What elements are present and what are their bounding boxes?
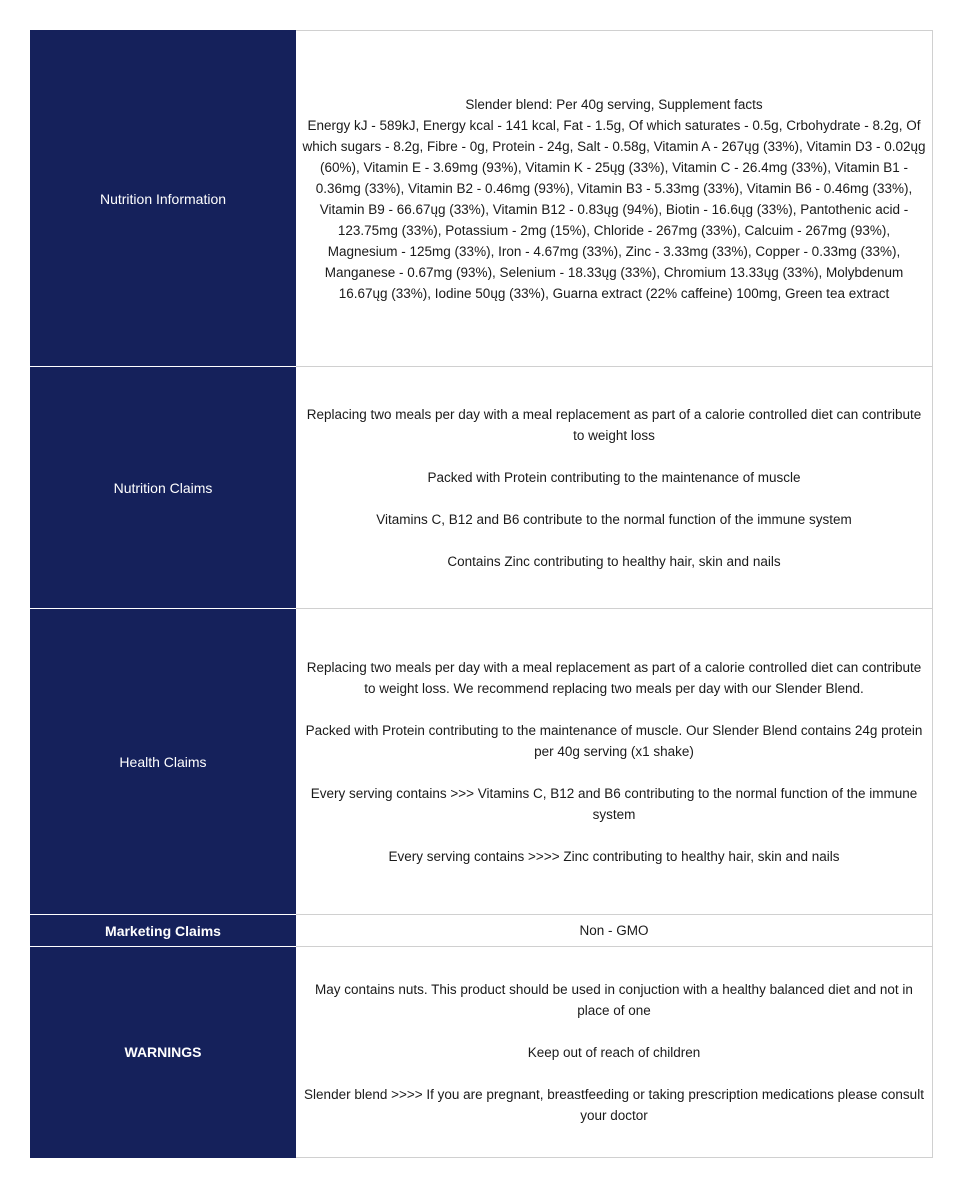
label-warnings: WARNINGS [31,947,296,1158]
content-nutrition-claims [296,367,933,609]
label-nutrition-information: Nutrition Information [31,31,296,367]
warning-paragraph: May contains nuts. This product should be used in conjuction with a healthy balanced diet and not in place of one [315,981,913,1018]
health-claim-paragraph: Every serving contains >>> Vitamins C, B12 and B6 contributing to the normal function of the immune system [310,785,918,822]
row-warnings [31,947,933,1158]
row-nutrition-information [31,31,933,367]
warning-paragraph: Keep out of reach of children [527,1044,701,1060]
nutrition-information-body: Energy kJ - 589kJ, Energy kcal - 141 kcal, Fat - 1.5g, Of which saturates - 0.5g, Crbohydrate - 8.2g, Of which sugars - 8.2g, Fibre - 0g, Protein - 24g, Salt - 0.58g, Vitamin A - 267ųg (33%), Vitamin D3 - 0.02ųg (60%), Vitamin E - 3.69mg (93%), Vitamin K - 25ųg (33%), Vitamin C - 26.4mg (33%), Vitamin B1 - 0.36mg (33%), Vitamin B2 - 0.46mg (93%), Vitamin B3 - 5.33mg (33%), Vitamin B6 - 0.46mg (33%), Vitamin B9 - 66.67ųg (33%), Vitamin B12 - 0.83ųg (94%), Biotin - 16.6ųg (33%), Pantothenic acid - 123.75mg (33%), Potassium - 2mg (15%), Chloride - 267mg (33%), Calcuim - 267mg (93%), Magnesium - 125mg (33%), Iron - 4.67mg (33%), Zinc - 3.33mg (33%), Copper - 0.33mg (33%), Manganese - 0.67mg (93%), Selenium - 18.33ųg (33%), Chromium 13.33ųg (33%), Molybdenum 16.67ųg (33%), Iodine 50ųg (33%), Guarna extract (22% caffeine) 100mg, Green tea extract [302,117,926,301]
label-nutrition-claims: Nutrition Claims [31,367,296,609]
row-nutrition-claims [31,367,933,609]
content-nutrition-information [296,31,933,367]
content-warnings [296,947,933,1158]
nutrition-claim-paragraph: Contains Zinc contributing to healthy hair, skin and nails [447,553,781,569]
content-marketing-claims [296,915,933,947]
row-marketing-claims [31,915,933,947]
health-claim-paragraph: Replacing two meals per day with a meal replacement as part of a calorie controlled diet can contribute to weight loss. We recommend replacing two meals per day with our Slender Blend. [306,659,922,696]
label-marketing-claims: Marketing Claims [31,915,296,947]
health-claim-paragraph: Every serving contains >>>> Zinc contributing to healthy hair, skin and nails [388,848,840,864]
row-health-claims [31,609,933,915]
marketing-claim-paragraph: Non - GMO [579,923,649,938]
nutrition-information-title: Slender blend: Per 40g serving, Supplement facts [465,96,763,112]
nutrition-claim-paragraph: Packed with Protein contributing to the maintenance of muscle [427,469,801,485]
product-spec-table [30,30,933,1158]
warning-paragraph: Slender blend >>>> If you are pregnant, breastfeeding or taking prescription medications please consult your doctor [304,1086,924,1123]
label-health-claims: Health Claims [31,609,296,915]
health-claim-paragraph: Packed with Protein contributing to the maintenance of muscle. Our Slender Blend contains 24g protein per 40g serving (x1 shake) [305,722,923,759]
content-health-claims [296,609,933,915]
nutrition-claim-paragraph: Vitamins C, B12 and B6 contribute to the normal function of the immune system [376,511,852,527]
nutrition-claim-paragraph: Replacing two meals per day with a meal replacement as part of a calorie controlled diet can contribute to weight loss [306,406,922,443]
